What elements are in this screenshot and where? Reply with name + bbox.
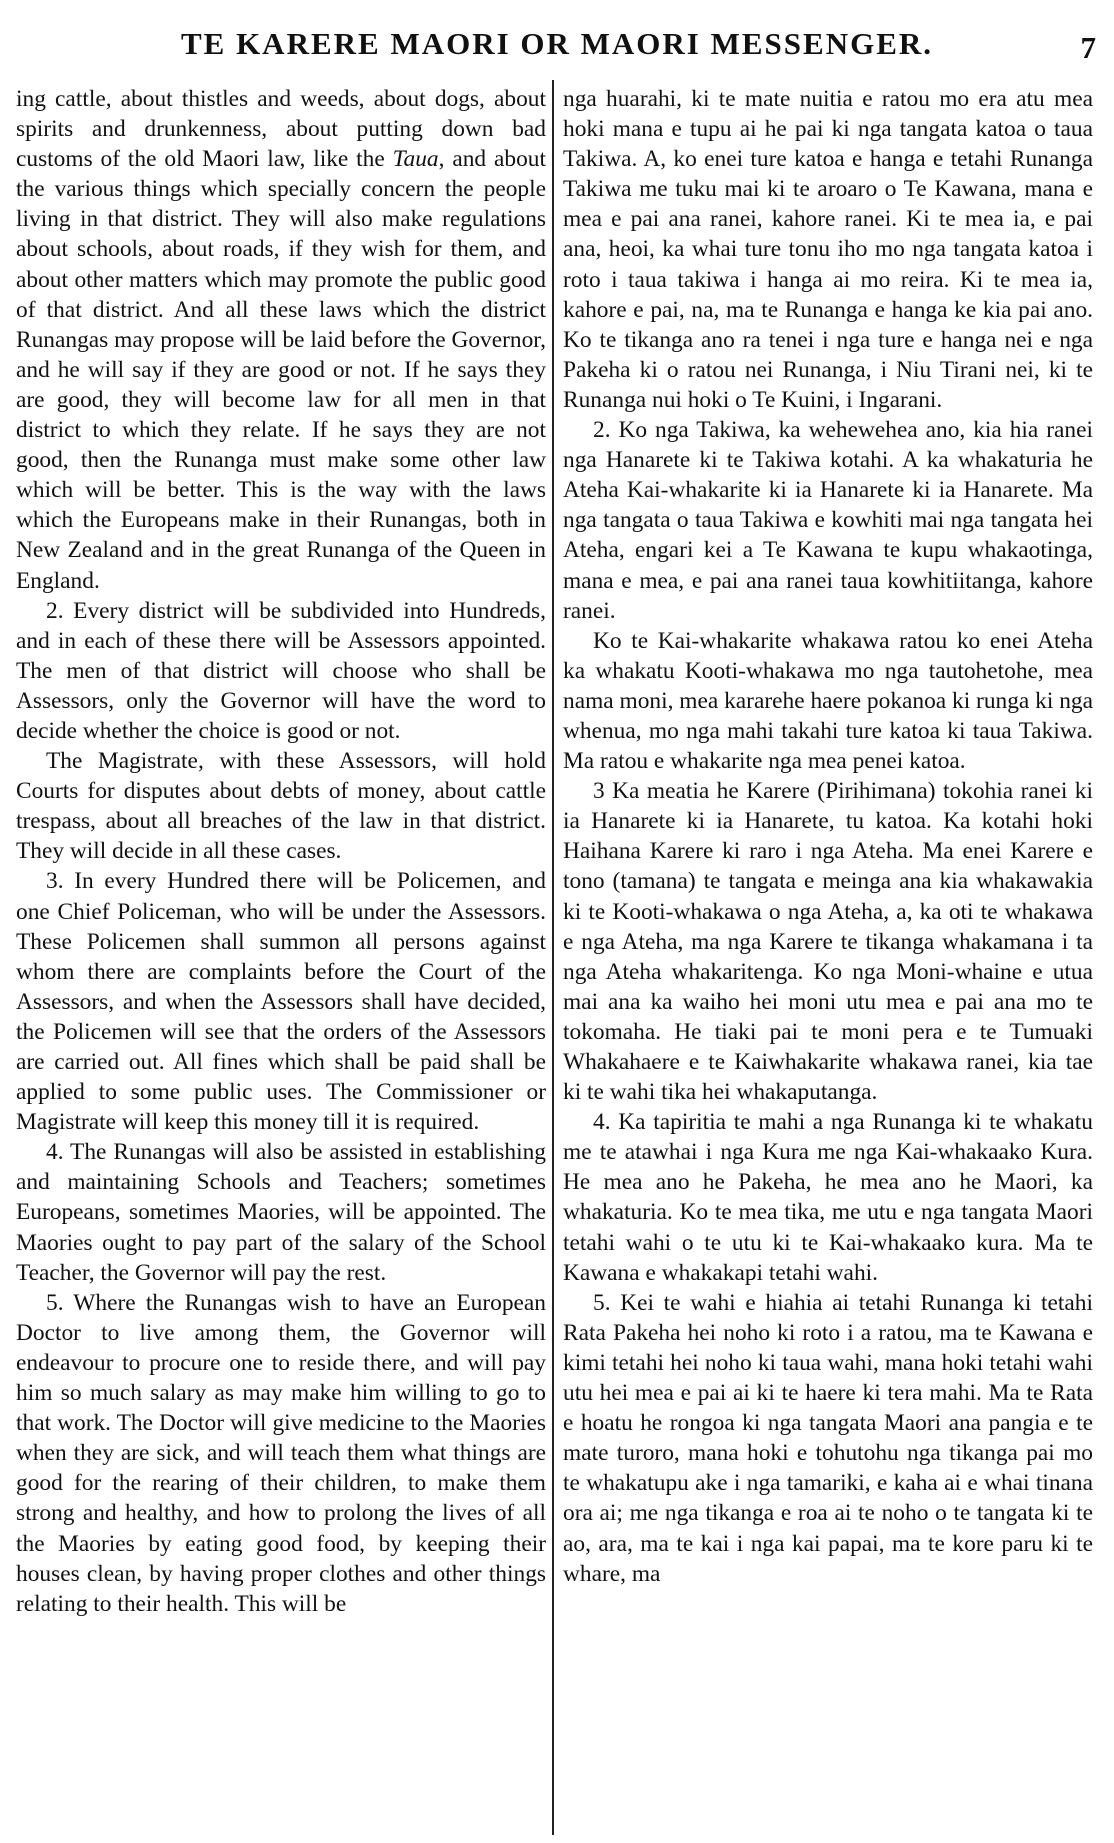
paragraph-continued <box>16 84 546 596</box>
column-divider <box>552 80 554 1835</box>
english-column <box>16 84 546 1619</box>
maori-column <box>563 84 1093 1589</box>
paragraph-5: 5. Kei te wahi e hiahia ai tetahi Runanga ki tetahi Rata Pakeha hei noho ki roto i a ratou, ma te Kawana e kimi tetahi hei noho ki taua wahi, mana hoki tetahi wahi utu hei mea e pai ai ki te haere ki tera mahi. Ma te Rata e hoatu he rongoa ki nga tangata Maori ana pangia e te mate turoro, mana hoki e tohutohu nga tikanga pai mo te whakatupu ake i nga tamariki, e kaha ai e whai tinana ora ai; me nga tikanga e roa ai te noho o te tangata ki te ao, ara, ma te kai i nga kai papai, ma te kore paru ki te whare, ma <box>563 1289 1093 1587</box>
paragraph-2b: Ko te Kai-whakarite whakawa ratou ko enei Ateha ka whakatu Kooti-whakawa mo nga tautohetohe, mea nama moni, mea kararehe haere pokanoa ki runga ki nga whenua, mo nga mahi takahi ture katoa ki taua Takiwa. Ma ratou e whakarite nga mea penei katoa. <box>563 627 1093 775</box>
paragraph-2: 2. Ko nga Takiwa, ka wehewehea ano, kia hia ranei nga Hanarete ki te Takiwa kotahi. A ka whakaturia he Ateha Kai-whakarite ki ia Hanarete ki ia Hanarete. Ma nga tangata o taua Takiwa e kowhiti mai nga tangata hei Ateha, engari kei a Te Kawana te kupu whakaotinga, mana e mea, e pai ana ranei taua kowhitiitanga, kahore ranei. <box>563 417 1093 624</box>
paragraph-4: 4. Ka tapiritia te mahi a nga Runanga ki te whakatu me te atawhai i nga Kura me nga Kai-whakaako Kura. He mea ano he Pakeha, he mea ano he Maori, ka whakaturia. Ko te mea tika, me utu e nga tangata Maori tetahi wahi o te utu ki te Kai-whakaako kura. Ma te Kawana e whakakapi tetahi wahi. <box>563 1109 1093 1286</box>
paragraph-4: 4. The Runangas will also be assisted in establishing and maintaining Schools and Teachers; sometimes Europeans, sometimes Maories, will be appointed. The Maories ought to pay part of the salary of the School Teacher, the Governor will pay the rest. <box>16 1139 546 1286</box>
paragraph-text: ing cattle, about thistles and weeds, about dogs, about spirits and drunkenness, about putting down bad customs of the old Maori law, like the <box>16 86 546 173</box>
paragraph-2b: The Magistrate, with these Assessors, will hold Courts for disputes about debts of money, about cattle trespass, about all breaches of the law in that district. They will decide in all these cases. <box>16 748 546 865</box>
paragraph-5: 5. Where the Runangas wish to have an European Doctor to live among them, the Governor will endeavour to procure one to reside there, and will pay him so much salary as may make him willing to go to that work. The Doctor will give medicine to the Maories when they are sick, and will teach them what things are good for the rearing of their children, to make them strong and healthy, and how to prolong the lives of all the Maories by eating good food, by keeping their houses clean, by having proper clothes and other things relating to their health. This will be <box>16 1289 546 1617</box>
page-number: 7 <box>1080 30 1096 65</box>
paragraph-text: , and about the various things which specially concern the people living in that district. They will also make regulations about schools, about roads, if they wish for them, and about other matters which may promote the public good of that district. And all these laws which the district Runangas may propose will be laid before the Governor, and he will say if they are good or not. If he says they are good, they will become law for all men in that district to which they relate. If he says they are not good, then the Runanga must make some other law which will be better. This is the way with the laws which the Europeans make in their Runangas, both in New Zealand and in the great Runanga of the Queen in England. <box>16 146 546 594</box>
masthead <box>0 22 1114 70</box>
paragraph-3: 3. In every Hundred there will be Policemen, and one Chief Policeman, who will be under the Assessors. These Policemen shall summon all persons against whom there are complaints before the Court of the Assessors, and when the Assessors shall have decided, the Policemen will see that the orders of the Assessors are carried out. All fines which shall be paid shall be applied to some public uses. The Commissioner or Magistrate will keep this money till it is required. <box>16 868 546 1136</box>
paragraph-2: 2. Every district will be subdivided into Hundreds, and in each of these there will be Assessors appointed. The men of that district will choose who shall be Assessors, only the Governor will have the word to decide whether the choice is good or not. <box>16 597 546 744</box>
italic-term: Taua <box>392 146 439 173</box>
page-title: TE KARERE MAORI OR MAORI MESSENGER. <box>180 26 934 61</box>
paragraph-continued: nga huarahi, ki te mate nuitia e ratou mo era atu mea hoki mana e tupu ai he pai ki nga tangata katoa o taua Takiwa. A, ko enei ture katoa e hanga e tetahi Runanga Takiwa me tuku mai ki te aroaro o Te Kawana, mana e mea e pai ana ranei, kahore ranei. Ki te mea ia, e pai ana, heoi, ka whai ture tonu iho mo nga tangata katoa i roto i taua takiwa i hanga ai mo reira. Ki te mea ia, kahore e pai, na, ma te Runanga e hanga ke kia pai ano. Ko te tikanga ano ra tenei i nga ture e hanga nei e nga Pakeha ki o ratou nei Runanga, i Niu Tirani nei, ki te Runanga nui hoki o Te Kuini, i Ingarani. <box>563 86 1093 413</box>
paragraph-3: 3 Ka meatia he Karere (Pirihimana) tokohia ranei ki ia Hanarete ki ia Hanarete, tu katoa. Ka kotahi hoki Haihana Karere ki raro i nga Ateha. Ma enei Karere e tono (tamana) te tangata e meinga ana kia whakawakia ki te Kooti-whakawa o nga Ateha, a, ka oti te whakawa e nga Ateha, ma nga Karere te tikanga whakamana i ta nga Ateha whakaritenga. Ko nga Moni-whaine e utua mai ana ka waiho hei moni utu mea e pai ana mo te tokomaha. He tiaki pai te moni pera e te Tumuaki Whakahaere e te Kaiwhakarite whakawa ranei, kia tae ki te wahi tika hei whakaputanga. <box>563 778 1093 1106</box>
